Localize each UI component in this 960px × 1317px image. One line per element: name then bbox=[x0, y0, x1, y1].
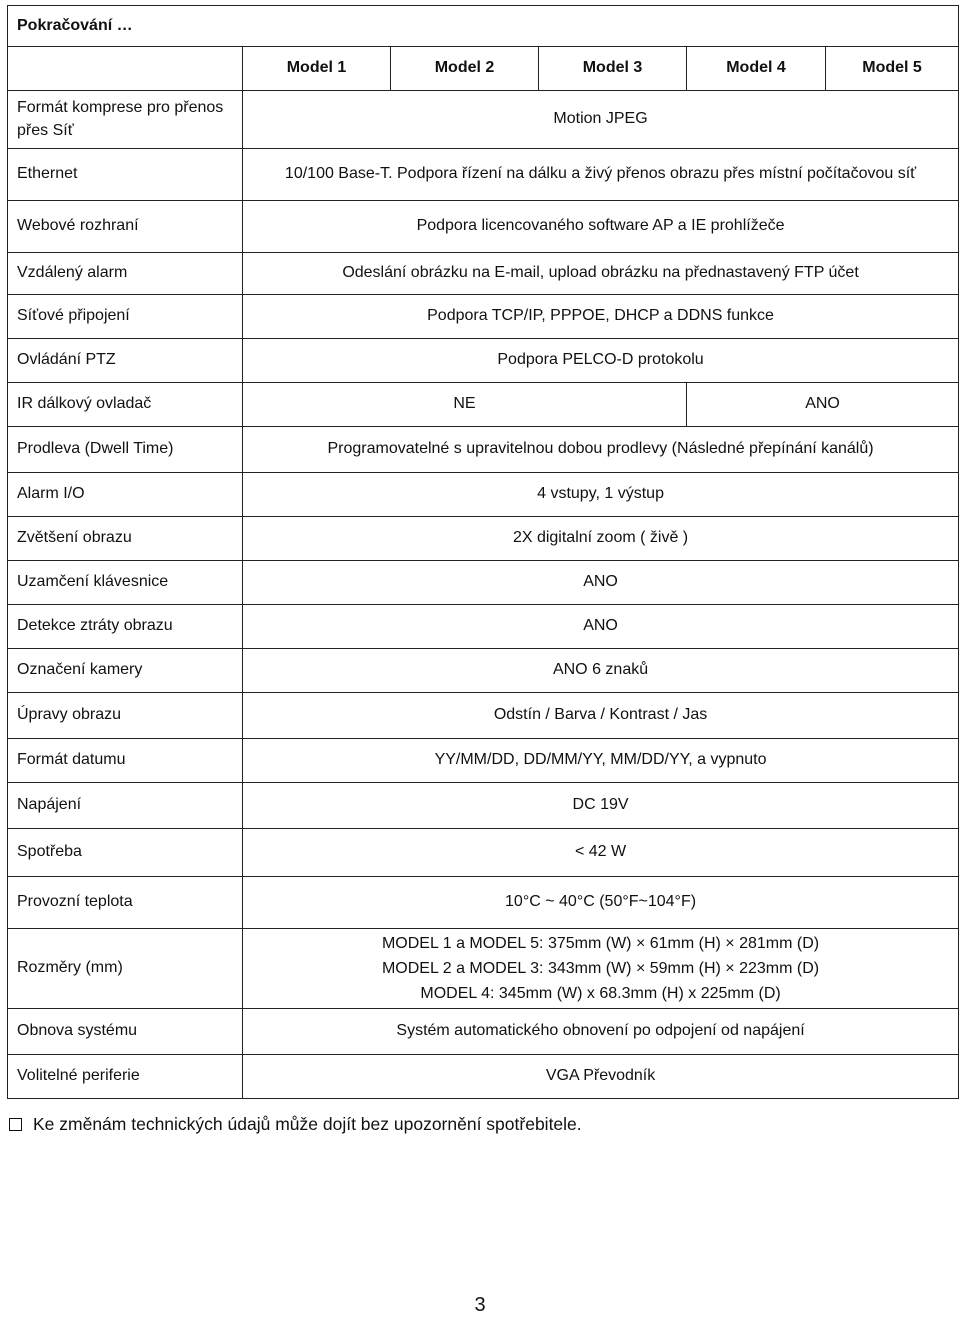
table-row bbox=[8, 829, 959, 877]
title-row bbox=[8, 6, 959, 47]
table-row bbox=[8, 649, 959, 693]
row-label: Úpravy obrazu bbox=[8, 693, 243, 739]
row-value: Programovatelné s upravitelnou dobou prodlevy (Následné přepínání kanálů) bbox=[243, 427, 959, 473]
row-value: Podpora TCP/IP, PPPOE, DHCP a DDNS funkce bbox=[243, 295, 959, 339]
checkbox-bullet-icon bbox=[9, 1118, 22, 1131]
table-row bbox=[8, 739, 959, 783]
spec-table bbox=[7, 5, 959, 1099]
table-row bbox=[8, 1055, 959, 1099]
row-value: Odstín / Barva / Kontrast / Jas bbox=[243, 693, 959, 739]
row-value: Systém automatického obnovení po odpojení od napájení bbox=[243, 1009, 959, 1055]
row-value: VGA Převodník bbox=[243, 1055, 959, 1099]
row-label: Napájení bbox=[8, 783, 243, 829]
table-row bbox=[8, 295, 959, 339]
row-value: Motion JPEG bbox=[243, 91, 959, 149]
row-value-right: ANO bbox=[687, 383, 959, 427]
row-label: Obnova systému bbox=[8, 1009, 243, 1055]
table-row bbox=[8, 339, 959, 383]
page-number: 3 bbox=[474, 1294, 486, 1316]
table-row bbox=[8, 149, 959, 201]
row-label: Spotřeba bbox=[8, 829, 243, 877]
table-row bbox=[8, 1009, 959, 1055]
row-label: Detekce ztráty obrazu bbox=[8, 605, 243, 649]
row-label: Webové rozhraní bbox=[8, 201, 243, 253]
row-value bbox=[243, 929, 959, 1009]
table-row bbox=[8, 877, 959, 929]
row-value: 4 vstupy, 1 výstup bbox=[243, 473, 959, 517]
row-value: 10/100 Base-T. Podpora řízení na dálku a živý přenos obrazu přes místní počítačovou síť bbox=[243, 149, 959, 201]
row-label: Ovládání PTZ bbox=[8, 339, 243, 383]
model-3-header: Model 3 bbox=[539, 47, 687, 91]
table-title: Pokračování … bbox=[8, 6, 959, 47]
model-header-row bbox=[8, 47, 959, 91]
row-value: < 42 W bbox=[243, 829, 959, 877]
row-label: Zvětšení obrazu bbox=[8, 517, 243, 561]
row-label: Prodleva (Dwell Time) bbox=[8, 427, 243, 473]
row-value: Odeslání obrázku na E-mail, upload obrázku na přednastavený FTP účet bbox=[243, 253, 959, 295]
row-label: Rozměry (mm) bbox=[8, 929, 243, 1009]
row-value: Podpora PELCO-D protokolu bbox=[243, 339, 959, 383]
row-label: Označení kamery bbox=[8, 649, 243, 693]
table-row bbox=[8, 427, 959, 473]
row-label: Uzamčení klávesnice bbox=[8, 561, 243, 605]
table-row bbox=[8, 201, 959, 253]
row-label: Alarm I/O bbox=[8, 473, 243, 517]
row-value: ANO bbox=[243, 561, 959, 605]
table-row bbox=[8, 473, 959, 517]
row-label: Volitelné periferie bbox=[8, 1055, 243, 1099]
dimension-line: MODEL 2 a MODEL 3: 343mm (W) × 59mm (H) × 223mm (D) bbox=[381, 960, 820, 977]
row-value-left: NE bbox=[243, 383, 687, 427]
row-value: ANO bbox=[243, 605, 959, 649]
table-row bbox=[8, 929, 959, 1009]
row-label: Ethernet bbox=[8, 149, 243, 201]
row-label: Síťové připojení bbox=[8, 295, 243, 339]
row-label: IR dálkový ovladač bbox=[8, 383, 243, 427]
header-blank-cell bbox=[8, 47, 243, 91]
footnote-text: Ke změnám technických údajů může dojít bez upozornění spotřebitele. bbox=[33, 1114, 582, 1134]
model-2-header: Model 2 bbox=[391, 47, 539, 91]
model-4-header: Model 4 bbox=[687, 47, 826, 91]
row-label: Vzdálený alarm bbox=[8, 253, 243, 295]
spec-table-body bbox=[8, 6, 959, 1099]
row-value: DC 19V bbox=[243, 783, 959, 829]
model-5-header: Model 5 bbox=[826, 47, 959, 91]
table-row bbox=[8, 693, 959, 739]
row-label: Formát komprese pro přenos přes Síť bbox=[8, 91, 243, 149]
table-row bbox=[8, 783, 959, 829]
table-row bbox=[8, 605, 959, 649]
row-value: Podpora licencovaného software AP a IE prohlížeče bbox=[243, 201, 959, 253]
dimension-line: MODEL 4: 345mm (W) x 68.3mm (H) x 225mm (D) bbox=[420, 985, 781, 1002]
row-label: Formát datumu bbox=[8, 739, 243, 783]
row-value: 10°C ~ 40°C (50°F~104°F) bbox=[243, 877, 959, 929]
row-value: ANO 6 znaků bbox=[243, 649, 959, 693]
row-value: YY/MM/DD, DD/MM/YY, MM/DD/YY, a vypnuto bbox=[243, 739, 959, 783]
dimension-line: MODEL 1 a MODEL 5: 375mm (W) × 61mm (H) × 281mm (D) bbox=[381, 935, 820, 952]
footnote bbox=[9, 1114, 582, 1135]
table-row bbox=[8, 91, 959, 149]
table-row bbox=[8, 561, 959, 605]
row-value: 2X digitalní zoom ( živě ) bbox=[243, 517, 959, 561]
row-label: Provozní teplota bbox=[8, 877, 243, 929]
table-row bbox=[8, 253, 959, 295]
table-row bbox=[8, 517, 959, 561]
model-1-header: Model 1 bbox=[243, 47, 391, 91]
table-row bbox=[8, 383, 959, 427]
